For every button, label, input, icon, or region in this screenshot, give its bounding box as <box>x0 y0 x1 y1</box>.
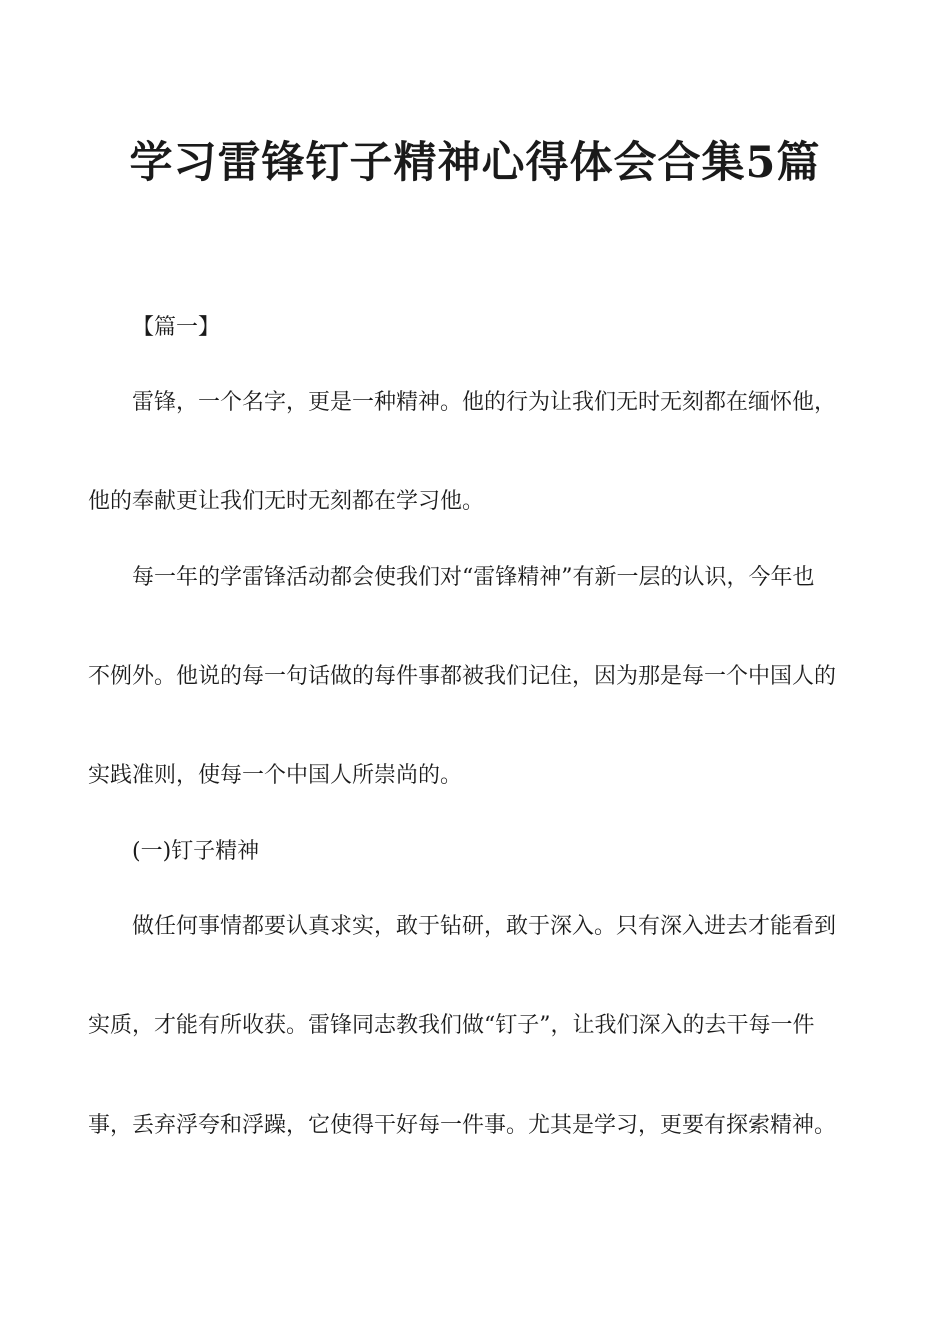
paragraph-line: 事，丢弃浮夸和浮躁，它使得干好每一件事。尤其是学习，更要有探索精神。 <box>88 1113 837 1138</box>
paragraph-line: 每一年的学雷锋活动都会使我们对“雷锋精神”有新一层的认识，今年也 <box>132 565 815 590</box>
subheading: (一)钉子精神 <box>132 839 260 864</box>
document-title: 学习雷锋钉子精神心得体会合集5篇 <box>129 138 821 188</box>
paragraph-line: 不例外。他说的每一句话做的每件事都被我们记住，因为那是每一个中国人的 <box>88 664 837 689</box>
paragraph-line: 做任何事情都要认真求实，敢于钻研，敢于深入。只有深入进去才能看到 <box>132 914 837 939</box>
paragraph-line: 实践准则，使每一个中国人所崇尚的。 <box>88 763 463 788</box>
section-label: 【篇一】 <box>132 315 221 340</box>
paragraph-line: 雷锋，一个名字，更是一种精神。他的行为让我们无时无刻都在缅怀他， <box>132 390 837 415</box>
paragraph-line: 他的奉献更让我们无时无刻都在学习他。 <box>88 489 485 514</box>
paragraph-line: 实质，才能有所收获。雷锋同志教我们做“钉子”，让我们深入的去干每一件 <box>88 1013 815 1038</box>
